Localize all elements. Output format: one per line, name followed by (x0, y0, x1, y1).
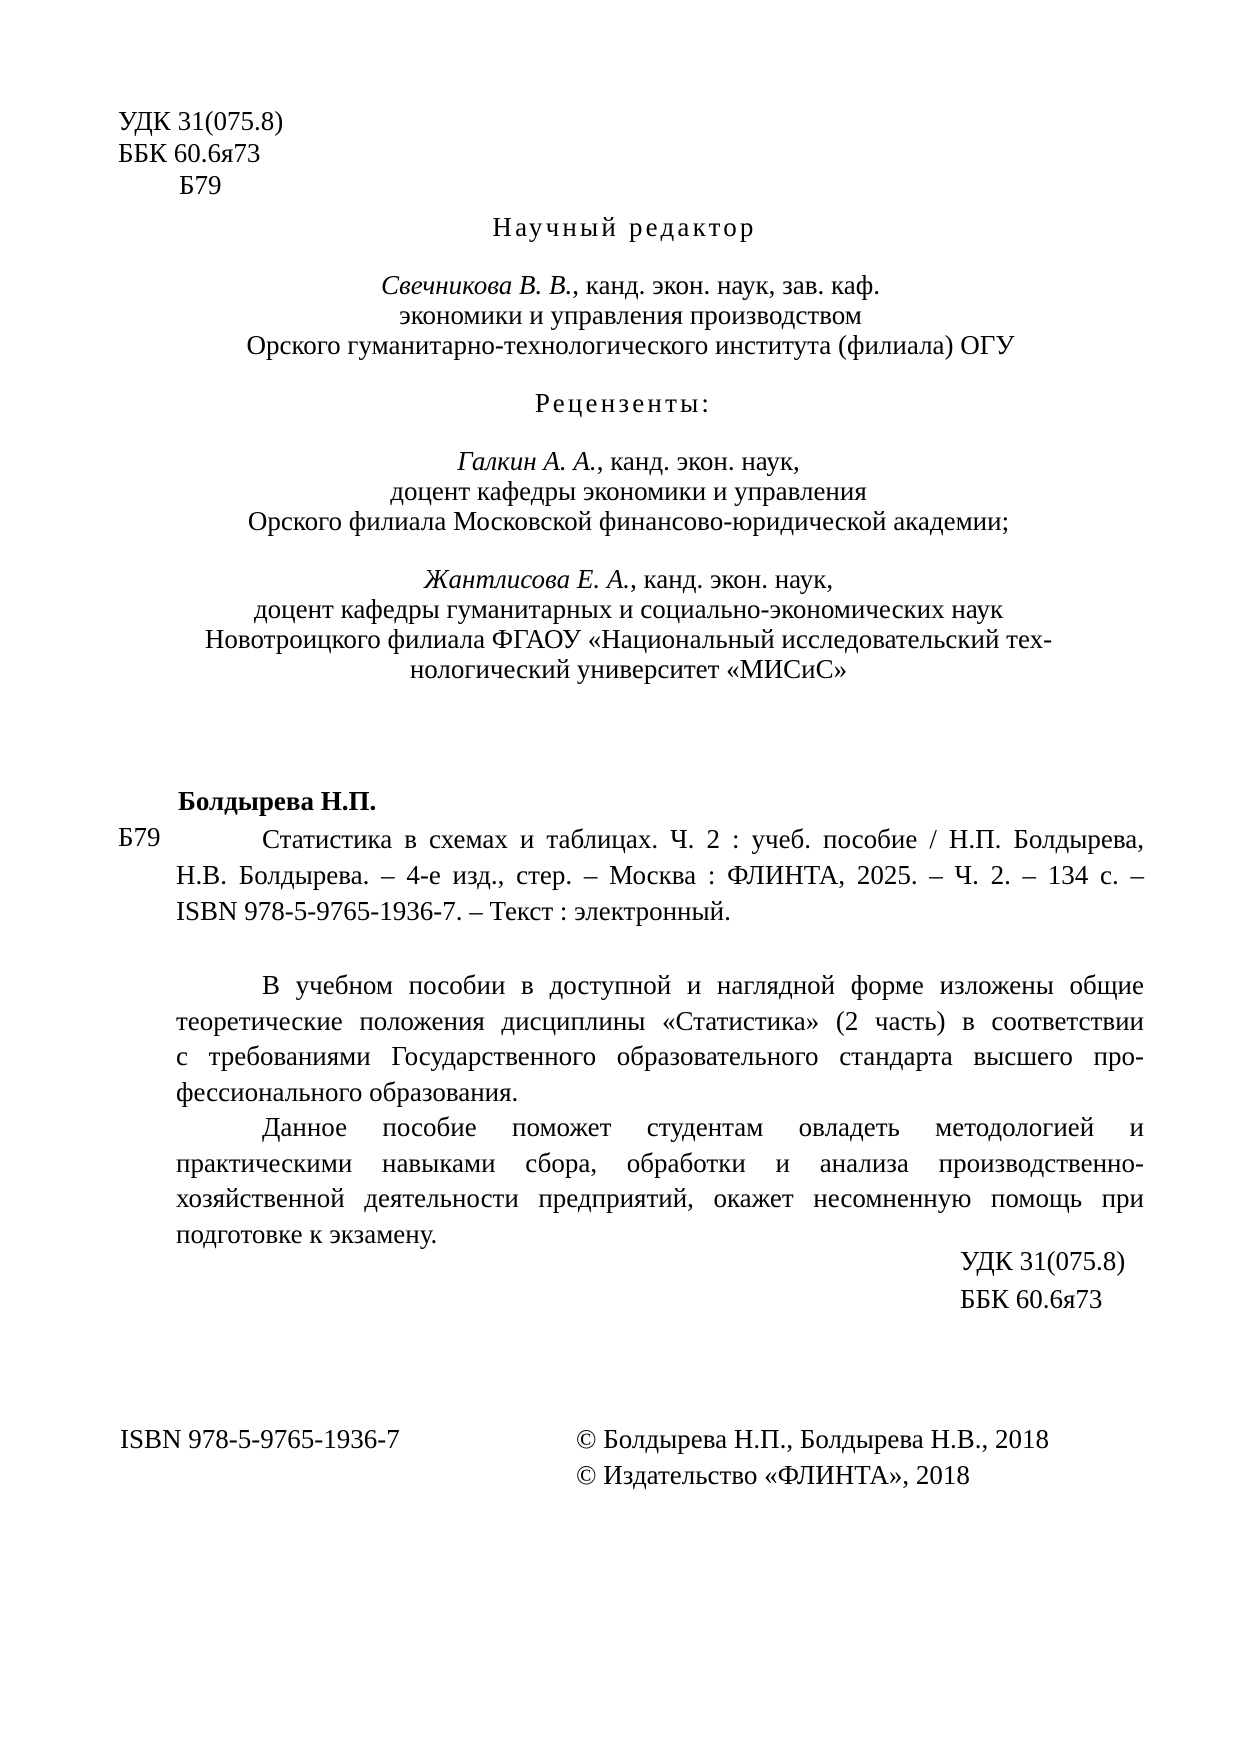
reviewer-2-line-3: Новотроицкого филиала ФГАОУ «Национальный исследовательский тех- (204, 624, 1053, 654)
abstract-p1-line-2: теоретические положения дисциплины «Статистика» (2 часть) в соответствии (176, 1005, 1144, 1036)
abstract-paragraph-1 (176, 968, 1144, 1110)
udk-bottom: УДК 31(075.8) (960, 1246, 1126, 1276)
reviewers-heading: Рецензенты: (534, 388, 713, 418)
abstract-p2-line-3: хозяйственной деятельности предприятий, окажет несомненную помощь при (176, 1183, 1144, 1213)
reviewer-1-line-2: доцент кафедры экономики и управления (390, 476, 867, 506)
bbk-top: ББК 60.6я73 (118, 138, 261, 168)
editor-line-3: Орского гуманитарно-технологического института (филиала) ОГУ (246, 330, 1015, 360)
reviewer-1-line-3: Орского филиала Московской финансово-юридической академии; (247, 506, 1010, 536)
bib-author: Болдырева Н.П. (178, 786, 377, 816)
bib-code: Б79 (118, 822, 161, 852)
abstract-p1-line-3: с требованиями Государственного образовательного стандарта высшего про- (176, 1041, 1144, 1071)
reviewer-1-name: Галкин А. А. (457, 446, 597, 476)
reviewer-2-line-4: нологический университет «МИСиС» (409, 654, 848, 684)
bib-line-2: Н.В. Болдырева. – 4-е изд., стер. – Москва : ФЛИНТА, 2025. – Ч. 2. – 134 с. – (176, 860, 1144, 890)
editor-line-2: экономики и управления производством (399, 300, 862, 330)
udk-top: УДК 31(075.8) (118, 106, 284, 136)
bib-line-1: Статистика в схемах и таблицах. Ч. 2 : учеб. пособие / Н.П. Болдырева, (262, 824, 1144, 854)
bbk-bottom: ББК 60.6я73 (960, 1284, 1103, 1314)
reviewer-2-line-1: Жантлисова Е. А., канд. экон. наук, (423, 564, 834, 594)
reviewer-2-name: Жантлисова Е. А. (423, 564, 631, 594)
abstract-p2-line-2: практическими навыками сбора, обработки и анализа производственно- (176, 1147, 1144, 1178)
editor-name: Свечникова В. В. (381, 270, 573, 300)
copyright-publisher: © Издательство «ФЛИНТА», 2018 (576, 1460, 970, 1490)
abstract-p1-line-4: фессионального образования. (176, 1076, 519, 1107)
abstract-p2-line-4: подготовке к экзамену. (176, 1218, 438, 1249)
isbn: ISBN 978-5-9765-1936-7 (120, 1424, 400, 1454)
editor-line-1: Свечникова В. В., канд. экон. наук, зав. каф. (381, 270, 880, 300)
bib-line-3: ISBN 978-5-9765-1936-7. – Текст : электронный. (176, 896, 731, 926)
copyright-authors: © Болдырева Н.П., Болдырева Н.В., 2018 (576, 1424, 1049, 1454)
editor-heading: Научный редактор (492, 212, 757, 242)
abstract-p1-line-1: В учебном пособии в доступной и наглядной форме изложены общие (262, 970, 1144, 1000)
author-code-top: Б79 (179, 170, 222, 200)
abstract-paragraph-2 (176, 1110, 1144, 1252)
abstract-p2-line-1: Данное пособие поможет студентам овладеть методологией и (262, 1112, 1144, 1142)
reviewer-1-line-1: Галкин А. А., канд. экон. наук, (457, 446, 800, 476)
reviewer-2-line-2: доцент кафедры гуманитарных и социально-экономических наук (253, 594, 1004, 624)
